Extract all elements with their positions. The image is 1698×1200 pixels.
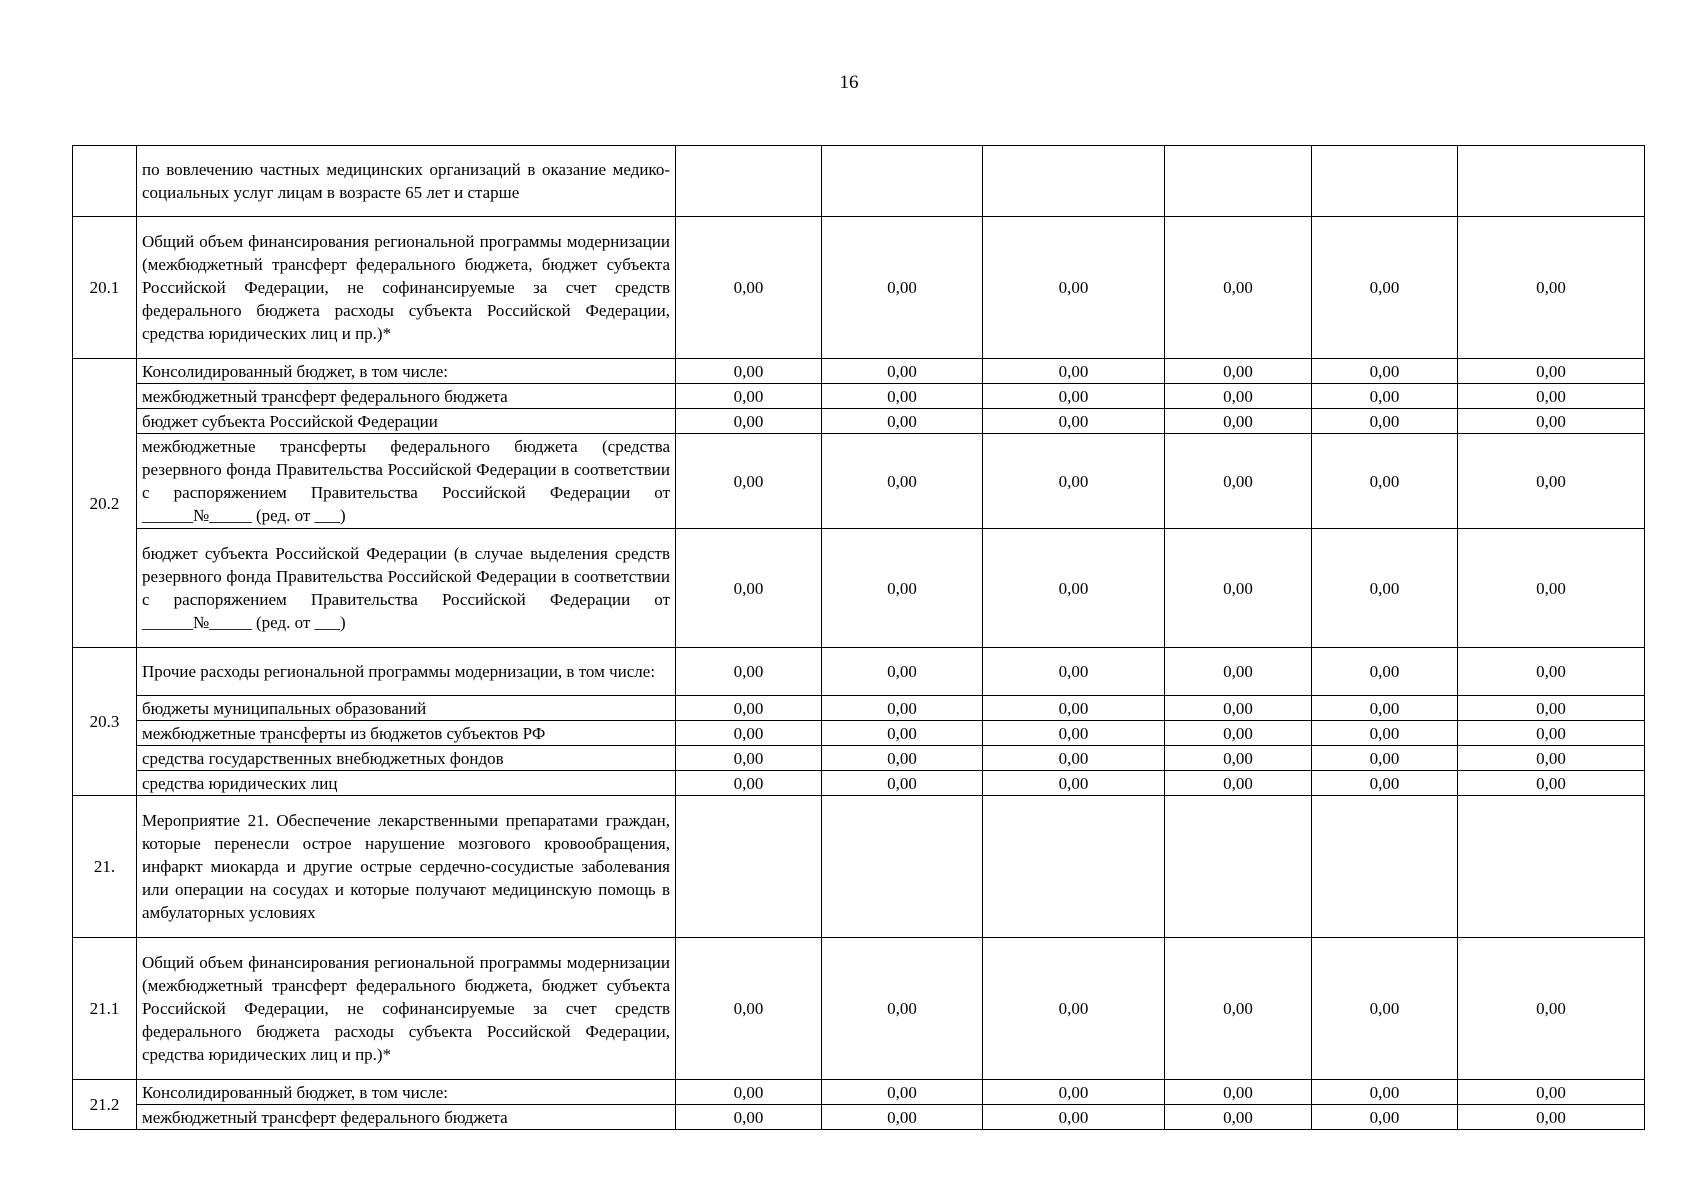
row-description: межбюджетные трансферты из бюджетов субъектов РФ [137,721,676,746]
value-cell: 0,00 [1458,384,1645,409]
value-cell: 0,00 [1458,746,1645,771]
value-cell: 0,00 [676,746,822,771]
value-cell: 0,00 [676,409,822,434]
value-cell [983,796,1165,938]
value-cell: 0,00 [983,384,1165,409]
value-cell: 0,00 [1165,938,1312,1080]
value-cell: 0,00 [983,529,1165,648]
value-cell: 0,00 [1312,938,1458,1080]
value-cell: 0,00 [1312,1080,1458,1105]
value-cell: 0,00 [1165,648,1312,696]
value-cell: 0,00 [676,721,822,746]
row-number: 21. [73,796,137,938]
value-cell: 0,00 [1458,938,1645,1080]
value-cell: 0,00 [1165,217,1312,359]
table-row [73,529,1645,648]
table-row [73,771,1645,796]
row-description: межбюджетные трансферты федерального бюджета (средства резервного фонда Правительства Российской Федерации в соответствии с распоряжением Правительства Российской Федерации от ______№_____ (ред. от ___) [137,434,676,529]
value-cell: 0,00 [1165,771,1312,796]
row-number: 20.2 [73,359,137,648]
value-cell: 0,00 [676,771,822,796]
value-cell: 0,00 [822,721,983,746]
value-cell: 0,00 [1312,696,1458,721]
row-description: Консолидированный бюджет, в том числе: [137,359,676,384]
value-cell: 0,00 [676,434,822,529]
value-cell: 0,00 [1458,1105,1645,1130]
value-cell [1312,796,1458,938]
value-cell: 0,00 [983,217,1165,359]
table-row [73,796,1645,938]
value-cell: 0,00 [983,648,1165,696]
value-cell: 0,00 [1165,1105,1312,1130]
value-cell: 0,00 [1165,1080,1312,1105]
table-row [73,217,1645,359]
value-cell: 0,00 [1312,217,1458,359]
value-cell: 0,00 [1458,434,1645,529]
value-cell: 0,00 [676,648,822,696]
row-number: 20.1 [73,217,137,359]
value-cell: 0,00 [1165,359,1312,384]
row-description: межбюджетный трансферт федерального бюджета [137,384,676,409]
page-number: 16 [839,72,859,93]
value-cell: 0,00 [1312,771,1458,796]
value-cell: 0,00 [1312,746,1458,771]
table-row [73,409,1645,434]
value-cell: 0,00 [1165,384,1312,409]
value-cell: 0,00 [676,529,822,648]
value-cell: 0,00 [822,529,983,648]
value-cell: 0,00 [1458,1080,1645,1105]
value-cell: 0,00 [822,359,983,384]
value-cell: 0,00 [676,384,822,409]
value-cell [676,796,822,938]
row-description: по вовлечению частных медицинских организаций в оказание медико-социальных услуг лицам в возрасте 65 лет и старше [137,146,676,217]
row-number: 21.2 [73,1080,137,1130]
value-cell: 0,00 [1165,746,1312,771]
value-cell [983,146,1165,217]
value-cell: 0,00 [822,1105,983,1130]
value-cell: 0,00 [822,746,983,771]
value-cell: 0,00 [822,696,983,721]
table-row [73,648,1645,696]
value-cell: 0,00 [822,409,983,434]
table-row [73,746,1645,771]
value-cell: 0,00 [1458,217,1645,359]
value-cell: 0,00 [822,434,983,529]
row-description: бюджет субъекта Российской Федерации [137,409,676,434]
table-row [73,938,1645,1080]
value-cell: 0,00 [1458,409,1645,434]
value-cell: 0,00 [983,434,1165,529]
value-cell: 0,00 [1312,1105,1458,1130]
row-number: 21.1 [73,938,137,1080]
value-cell: 0,00 [983,1105,1165,1130]
value-cell: 0,00 [676,696,822,721]
row-description: Мероприятие 21. Обеспечение лекарственными препаратами граждан, которые перенесли острое нарушение мозгового кровообращения, инфаркт миокарда и другие острые сердечно-сосудистые заболевания или операции на сосудах и которые получают медицинскую помощь в амбулаторных условиях [137,796,676,938]
row-description: Общий объем финансирования региональной программы модернизации (межбюджетный трансферт федерального бюджета, бюджет субъекта Российской Федерации, не софинансируемые за счет средств федерального бюджета расходы субъекта Российской Федерации, средства юридических лиц и пр.)* [137,938,676,1080]
value-cell: 0,00 [1458,696,1645,721]
value-cell [676,146,822,217]
row-number: 20.3 [73,648,137,796]
value-cell: 0,00 [822,1080,983,1105]
value-cell: 0,00 [983,746,1165,771]
value-cell: 0,00 [1458,529,1645,648]
financing-table [72,145,1645,1130]
value-cell: 0,00 [1458,359,1645,384]
value-cell [822,796,983,938]
value-cell: 0,00 [676,217,822,359]
value-cell: 0,00 [676,938,822,1080]
value-cell: 0,00 [983,1080,1165,1105]
value-cell [1458,146,1645,217]
table-row [73,384,1645,409]
row-description: средства государственных внебюджетных фондов [137,746,676,771]
value-cell: 0,00 [983,696,1165,721]
value-cell: 0,00 [1165,696,1312,721]
table-row [73,359,1645,384]
value-cell [1165,146,1312,217]
value-cell: 0,00 [1312,529,1458,648]
table-row [73,721,1645,746]
value-cell: 0,00 [1165,529,1312,648]
value-cell: 0,00 [1165,409,1312,434]
row-number [73,146,137,217]
value-cell: 0,00 [676,1080,822,1105]
value-cell [1312,146,1458,217]
table-row [73,696,1645,721]
value-cell: 0,00 [1312,384,1458,409]
value-cell: 0,00 [983,938,1165,1080]
value-cell: 0,00 [983,359,1165,384]
value-cell [822,146,983,217]
value-cell: 0,00 [1312,409,1458,434]
table-row [73,1105,1645,1130]
value-cell: 0,00 [983,721,1165,746]
value-cell: 0,00 [822,648,983,696]
table-row [73,146,1645,217]
value-cell: 0,00 [822,217,983,359]
value-cell: 0,00 [1312,359,1458,384]
value-cell: 0,00 [983,771,1165,796]
table-row [73,434,1645,529]
value-cell: 0,00 [676,359,822,384]
value-cell [1165,796,1312,938]
value-cell: 0,00 [1312,648,1458,696]
row-description: Общий объем финансирования региональной программы модернизации (межбюджетный трансферт федерального бюджета, бюджет субъекта Российской Федерации, не софинансируемые за счет средств федерального бюджета расходы субъекта Российской Федерации, средства юридических лиц и пр.)* [137,217,676,359]
row-description: бюджет субъекта Российской Федерации (в случае выделения средств резервного фонда Правительства Российской Федерации в соответствии с распоряжением Правительства Российской Федерации от ______№_____ (ред. от ___) [137,529,676,648]
value-cell: 0,00 [1458,721,1645,746]
value-cell: 0,00 [1458,771,1645,796]
value-cell: 0,00 [1312,721,1458,746]
row-description: бюджеты муниципальных образований [137,696,676,721]
value-cell: 0,00 [983,409,1165,434]
value-cell: 0,00 [1312,434,1458,529]
table-body [73,146,1645,1130]
value-cell: 0,00 [1458,648,1645,696]
row-description: средства юридических лиц [137,771,676,796]
row-description: Консолидированный бюджет, в том числе: [137,1080,676,1105]
table-row [73,1080,1645,1105]
value-cell [1458,796,1645,938]
value-cell: 0,00 [822,384,983,409]
value-cell: 0,00 [822,771,983,796]
row-description: Прочие расходы региональной программы модернизации, в том числе: [137,648,676,696]
value-cell: 0,00 [822,938,983,1080]
value-cell: 0,00 [1165,434,1312,529]
value-cell: 0,00 [676,1105,822,1130]
value-cell: 0,00 [1165,721,1312,746]
row-description: межбюджетный трансферт федерального бюджета [137,1105,676,1130]
